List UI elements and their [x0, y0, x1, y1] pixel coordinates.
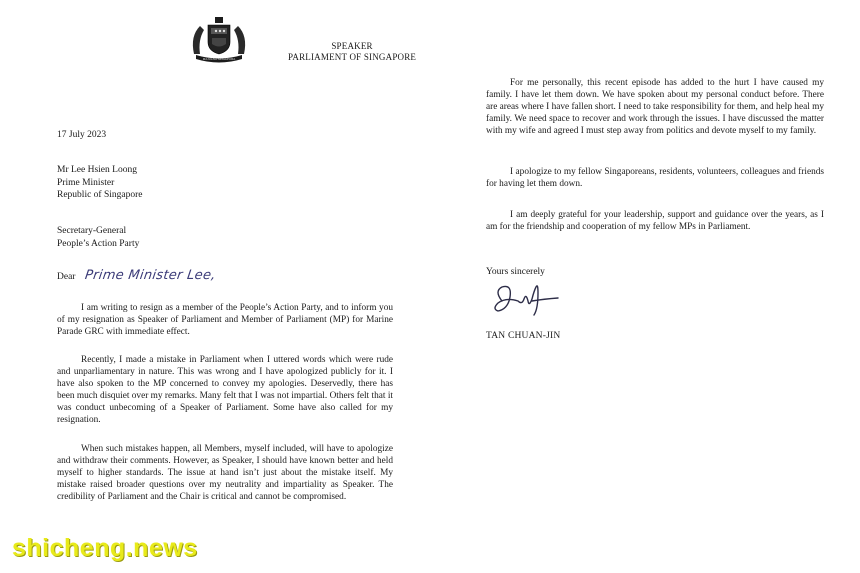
recipient-country: Republic of Singapore — [57, 190, 143, 200]
salutation — [57, 268, 216, 283]
watermark: shicheng.news — [12, 534, 198, 562]
paragraph: Recently, I made a mistake in Parliament when I uttered words which were rude and unparliamentary in nature. This was wrong and I have apologized publicly for it. I have also spoken to the MP concerned to convey my apologies. Deservedly, there has been much disquiet over my remarks. Many felt that I was not impartial. Others felt that it was conduct unbecoming of a Speaker of Parliament. Some have also called for my resignation. — [57, 355, 393, 426]
svg-text:MAJULAH SINGAPURA: MAJULAH SINGAPURA — [202, 57, 236, 62]
letterhead — [288, 41, 416, 63]
paragraph: I am writing to resign as a member of the People’s Action Party, and to inform you of my resignation as Speaker of Parliament and Member of Parliament (MP) for Marine Parade GRC with immediate effect. — [57, 303, 393, 338]
salutation-printed: Dear — [57, 272, 76, 282]
paragraph: When such mistakes happen, all Members, myself included, will have to apologize and withdraw their comments. However, as Speaker, I should have known better and held myself to higher standards. The issue at hand isn’t just about the mistake itself. My mistake raised broader questions over my neutrality and impartiality as Speaker. The credibility of Parliament and the Chair is critical and cannot be compromised. — [57, 444, 393, 503]
letter-date: 17 July 2023 — [57, 130, 107, 140]
paragraph: For me personally, this recent episode has added to the hurt I have caused my family. I have let them down. We have spoken about my personal conduct before. There are areas where I have fallen short. I need to take responsibility for them, and help heal my family. We need space to recover and work through the issues. I have discussed the matter with my wife and agreed I must step away from politics and devote myself to my family. — [486, 78, 824, 137]
letterhead-title: SPEAKER — [331, 41, 373, 51]
coat-of-arms-icon — [186, 14, 252, 64]
handwritten-signature-icon — [488, 279, 568, 319]
recipient-role: Prime Minister — [57, 177, 115, 188]
paragraph: I apologize to my fellow Singaporeans, residents, volunteers, colleagues and friends for having let them down. — [486, 167, 824, 190]
closing: Yours sincerely — [486, 267, 545, 277]
recipient-role2: Secretary-General — [57, 226, 127, 236]
paragraph: I am deeply grateful for your leadership, support and guidance over the years, as I am for the friendship and cooperation of my fellow MPs in Parliament. — [486, 210, 824, 233]
recipient-name: Mr Lee Hsien Loong — [57, 165, 137, 175]
recipient-party-address — [57, 225, 139, 250]
signer-name: TAN CHUAN-JIN — [486, 331, 561, 341]
recipient-address — [57, 164, 142, 202]
letterhead-subtitle: PARLIAMENT OF SINGAPORE — [288, 52, 417, 62]
recipient-party: People’s Action Party — [57, 238, 140, 249]
salutation-handwritten: Prime Minister Lee, — [84, 268, 218, 283]
letter-page-2 — [430, 0, 860, 573]
